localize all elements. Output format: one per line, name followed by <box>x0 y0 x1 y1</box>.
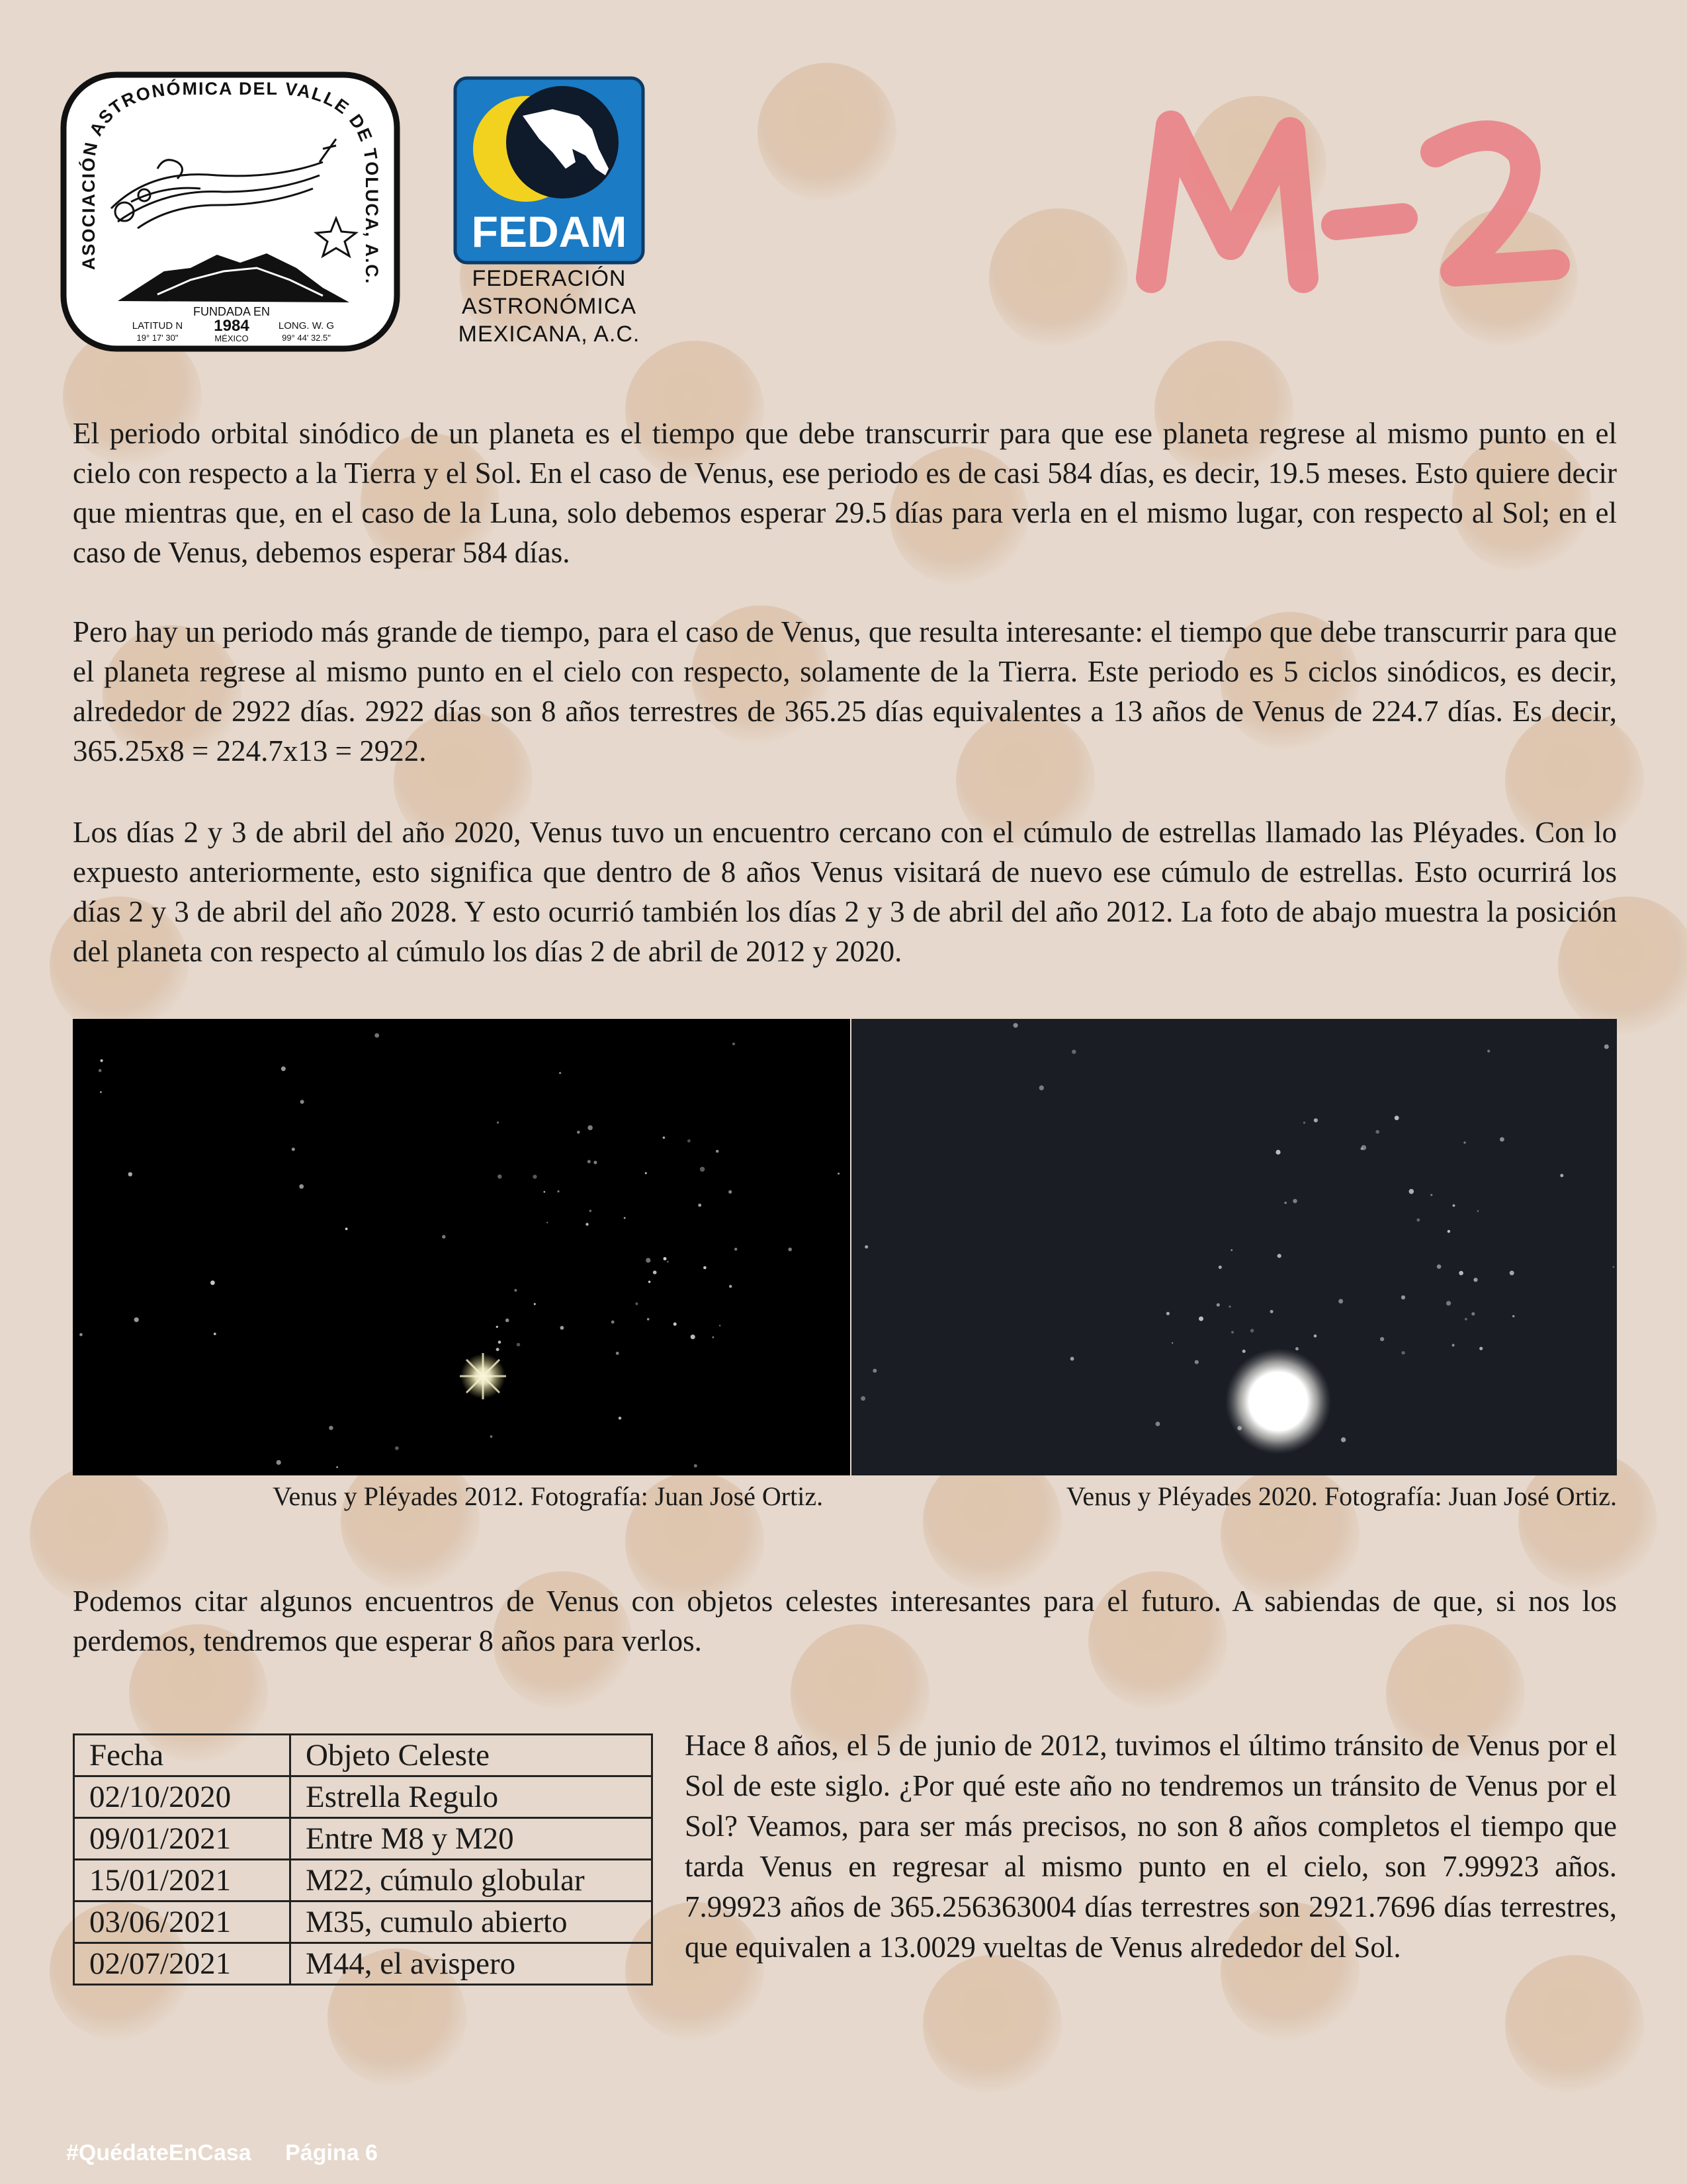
fedam-badge-text: FEDAM <box>471 207 627 256</box>
paragraph-venus-transit: Hace 8 años, el 5 de junio de 2012, tuvimos el último tránsito de Venus por el Sol de este siglo. ¿Por qué este año no tendremos un tránsito de Venus por el Sol? Veamos, para ser más precisos, no son 8 años completos el tiempo que tarda Venus en regresar al mismo punto en el cielo, son 7.99923 años. 7.99923 años de 365.256363004 días terrestres son 2921.7696 días terrestres, que equivalen a 13.0029 vueltas de Venus alrededor del Sol. <box>685 1729 1617 1964</box>
m2-brush-mark <box>1125 99 1588 304</box>
paragraph-future-encounters: Podemos citar algunos encuentros de Venus con objetos celestes interesantes para el futuro. A sabiendas de que, si nos los perdemos, tendremos que esperar 8 años para verlos. <box>73 1585 1617 1657</box>
table-row <box>74 1776 652 1818</box>
aavt-ring-text: ASOCIACIÓN ASTRONÓMICA DEL VALLE DE TOLUCA, A.C. <box>78 78 382 285</box>
table-row <box>74 1901 652 1943</box>
footer-hashtag: #QuédateEnCasa <box>66 2140 251 2165</box>
table-cell-object: Estrella Regulo <box>290 1776 652 1818</box>
longitude-label: LONG. W. G <box>278 320 335 331</box>
paragraph-eight-year-cycle: Pero hay un periodo más grande de tiempo, para el caso de Venus, que resulta interesante: el tiempo que debe transcurrir para que el planeta regrese al mismo punto en el cielo con respecto, solamente de la Tierra. Este periodo es 5 ciclos sinódicos, es decir, alrededor de 2922 días. 2922 días son 8 años terrestres de 365.25 días equivalentes a 13 años de Venus de 224.7 días. Es decir, 365.25x8 = 224.7x13 = 2922. <box>73 615 1617 767</box>
fedam-logo <box>453 76 645 265</box>
page-footer <box>66 2140 378 2166</box>
founded-year: 1984 <box>214 317 249 335</box>
table-cell-date: 03/06/2021 <box>74 1901 290 1943</box>
table-cell-object: M44, el avispero <box>290 1943 652 1985</box>
fedam-caption <box>437 265 662 348</box>
table-cell-object: M35, cumulo abierto <box>290 1901 652 1943</box>
table-cell-date: 09/01/2021 <box>74 1818 290 1860</box>
fedam-caption-line: FEDERACIÓN <box>472 266 627 291</box>
table-row <box>74 1943 652 1985</box>
footer-page-number: Página 6 <box>285 2140 378 2165</box>
photo-caption-2020: Venus y Pléyades 2020. Fotografía: Juan José Ortiz. <box>1066 1481 1617 1511</box>
table-header-objeto: Objeto Celeste <box>290 1735 652 1776</box>
latitude-value: 19° 17' 30" <box>136 333 179 343</box>
table-cell-date: 02/10/2020 <box>74 1776 290 1818</box>
photo-caption-2012: Venus y Pléyades 2012. Fotografía: Juan José Ortiz. <box>273 1481 824 1511</box>
venus-2020 <box>1225 1348 1331 1454</box>
table-header-fecha: Fecha <box>74 1735 290 1776</box>
table-row <box>74 1818 652 1860</box>
table-cell-date: 02/07/2021 <box>74 1943 290 1985</box>
paragraph-pleiades-encounter: Los días 2 y 3 de abril del año 2020, Venus tuvo un encuentro cercano con el cúmulo de estrellas llamado las Pléyades. Con lo expuesto anteriormente, esto significa que dentro de 8 años Venus visitará de nuevo ese cúmulo de estrellas. Esto ocurrirá los días 2 y 3 de abril del año 2028. Y esto ocurrió también los días 2 y 3 de abril del año 2012. La foto de abajo muestra la posición del planeta con respecto al cúmulo los días 2 de abril de 2012 y 2020. <box>73 816 1617 968</box>
aavt-logo <box>58 69 402 354</box>
paragraph-synodic-period: El periodo orbital sinódico de un planeta es el tiempo que debe transcurrir para que ese planeta regrese al mismo punto en el cielo con respecto a la Tierra y el Sol. En el caso de Venus, ese periodo es de casi 584 días, es decir, 19.5 meses. Esto quiere decir que mientras que, en el caso de la Luna, solo debemos esperar 29.5 días para verla en el mismo lugar, con respecto al Sol; en el caso de Venus, debemos esperar 584 días. <box>73 417 1617 569</box>
fedam-caption-line: ASTRONÓMICA <box>461 294 637 319</box>
founded-country: MÉXICO <box>214 333 249 343</box>
encounters-table <box>73 1733 653 1986</box>
longitude-value: 99° 44' 32.5" <box>282 333 331 343</box>
table-cell-date: 15/01/2021 <box>74 1860 290 1901</box>
table-row <box>74 1860 652 1901</box>
table-cell-object: Entre M8 y M20 <box>290 1818 652 1860</box>
latitude-label: LATITUD N <box>132 320 183 331</box>
fedam-caption-line: MEXICANA, A.C. <box>458 322 640 347</box>
photo-venus-pleiades-2012 <box>73 1019 850 1475</box>
photo-venus-pleiades-2020 <box>851 1019 1617 1475</box>
table-cell-object: M22, cúmulo globular <box>290 1860 652 1901</box>
table-header-row <box>74 1735 652 1776</box>
founded-label: FUNDADA EN <box>193 305 271 318</box>
